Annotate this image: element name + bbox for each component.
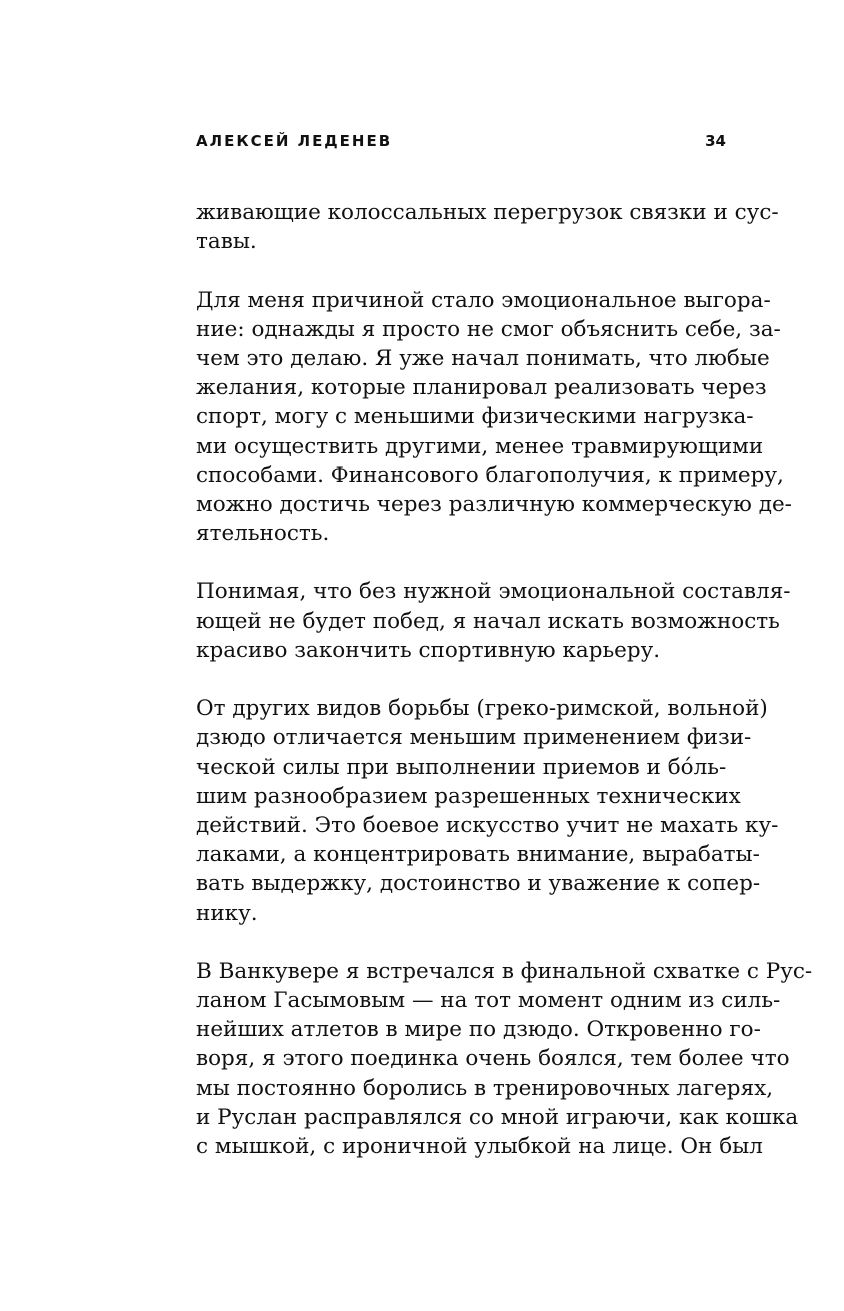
- text-line: чем это делаю. Я уже начал понимать, что любые: [196, 345, 770, 371]
- author-name: АЛЕКСЕЙ ЛЕДЕНЕВ: [196, 132, 393, 150]
- text-line: ющей не будет побед, я начал искать возможность: [196, 608, 780, 634]
- paragraph-gap: [196, 665, 726, 694]
- body-text: [196, 198, 813, 1161]
- text-line: способами. Финансового благополучия, к примеру,: [196, 462, 784, 488]
- text-line: Понимая, что без нужной эмоциональной составля-: [196, 579, 791, 605]
- paragraph-gap: [196, 928, 726, 957]
- text-line: Для меня причиной стало эмоциональное выгора-: [196, 287, 771, 313]
- text-line: дзюдо отличается меньшим применением физи-: [196, 725, 752, 751]
- text-line: нику.: [196, 900, 258, 926]
- text-line: спорт, могу с меньшими физическими нагрузка-: [196, 404, 754, 430]
- text-line: тавы.: [196, 229, 257, 255]
- text-line: действий. Это боевое искусство учит не махать ку-: [196, 812, 779, 838]
- paragraph: [196, 577, 791, 665]
- running-header: [196, 132, 726, 156]
- paragraph: [196, 286, 792, 549]
- text-line: живающие колоссальных перегрузок связки и сус-: [196, 200, 779, 225]
- text-line: вать выдержку, достоинство и уважение к сопер-: [196, 871, 761, 897]
- text-line: мы постоянно боролись в тренировочных лагерях,: [196, 1075, 774, 1101]
- page-number: 34: [705, 132, 726, 150]
- text-line: и Руслан расправлялся со мной играючи, как кошка: [196, 1104, 799, 1130]
- text-line: шим разнообразием разрешенных технических: [196, 783, 741, 809]
- paragraph-gap: [196, 548, 726, 577]
- text-line: можно достичь через различную коммерческую де-: [196, 491, 792, 517]
- text-line: красиво закончить спортивную карьеру.: [196, 637, 661, 663]
- text-line: с мышкой, с ироничной улыбкой на лице. Он был: [196, 1134, 763, 1159]
- paragraph-gap: [196, 256, 726, 285]
- text-line: ческой силы при выполнении приемов и бóль-: [196, 754, 727, 780]
- text-line: ятельность.: [196, 521, 330, 547]
- paragraph: [196, 198, 779, 256]
- text-line: ние: однажды я просто не смог объяснить себе, за-: [196, 316, 781, 342]
- text-line: ланом Гасымовым — на тот момент одним из силь-: [196, 988, 781, 1014]
- text-line: От других видов борьбы (греко-римской, вольной): [196, 696, 768, 722]
- text-line: В Ванкувере я встречался в финальной схватке с Рус-: [196, 958, 813, 984]
- text-line: лаками, а концентрировать внимание, вырабаты-: [196, 842, 760, 868]
- text-line: нейших атлетов в мире по дзюдо. Откровенно го-: [196, 1017, 761, 1043]
- paragraph: [196, 694, 779, 928]
- text-line: воря, я этого поединка очень боялся, тем более что: [196, 1046, 790, 1072]
- text-line: ми осуществить другими, менее травмирующими: [196, 433, 764, 459]
- text-line: желания, которые планировал реализовать через: [196, 375, 767, 401]
- paragraph: [196, 957, 813, 1161]
